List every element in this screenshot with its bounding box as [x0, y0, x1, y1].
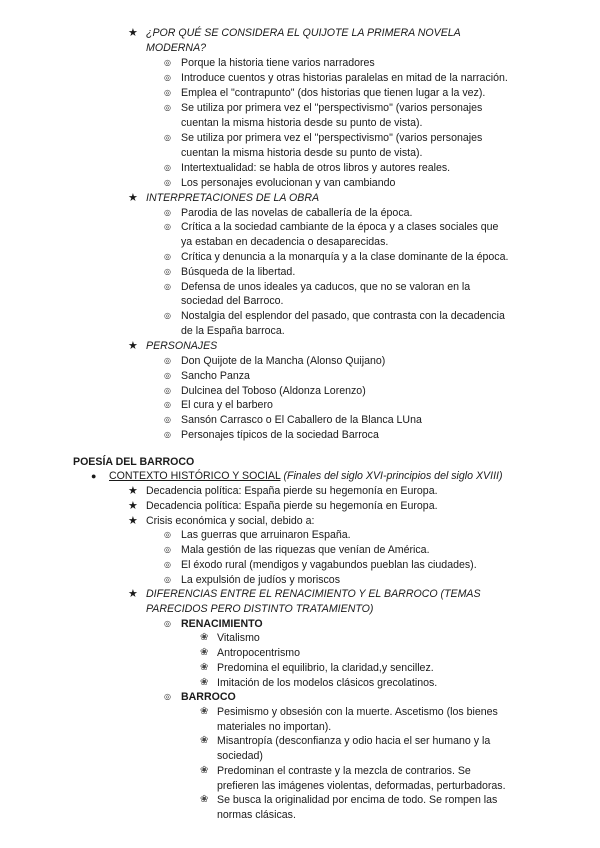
barroco-label: BARROCO	[181, 691, 236, 703]
circle-bullet-icon: ◎	[164, 575, 171, 584]
circle-bullet-icon: ◎	[164, 178, 171, 187]
context-label: CONTEXTO HISTÓRICO Y SOCIAL	[109, 470, 281, 482]
star-bullet-icon: ★	[128, 340, 138, 352]
context-note: (Finales del siglo XVI-principios del siglo XVIII)	[283, 470, 503, 482]
circle-bullet-icon: ◎	[164, 133, 171, 142]
circle-bullet-icon: ◎	[164, 430, 171, 439]
character-item: Sancho Panza	[181, 370, 250, 382]
circle-bullet-icon: ◎	[164, 386, 171, 395]
interpretation-item: Búsqueda de la libertad.	[181, 266, 296, 278]
context-item: Crisis económica y social, debido a:	[146, 515, 315, 527]
reason-item: Los personajes evolucionan y van cambiando	[181, 177, 396, 189]
star-bullet-icon: ★	[128, 192, 138, 204]
interpretation-item: Nostalgia del esplendor del pasado, que contrasta con la decadencia	[181, 310, 505, 322]
context-item: Decadencia política: España pierde su hegemonía en Europa.	[146, 500, 438, 512]
reason-item: Porque la historia tiene varios narradores	[181, 57, 375, 69]
flower-bullet-icon: ❀	[200, 735, 209, 746]
character-item: Dulcinea del Toboso (Aldonza Lorenzo)	[181, 385, 366, 397]
reason-item: Se utiliza por primera vez el "perspectivismo" (varios personajes	[181, 132, 483, 144]
circle-bullet-icon: ◎	[164, 400, 171, 409]
star-bullet-icon: ★	[128, 515, 138, 527]
reason-item: Se utiliza por primera vez el "perspectivismo" (varios personajes	[181, 102, 483, 114]
barroco-item: Misantropía (desconfianza y odio hacia el ser humano y la	[217, 735, 491, 747]
circle-bullet-icon: ◎	[164, 530, 171, 539]
flower-bullet-icon: ❀	[200, 632, 209, 643]
differences-line-2: PARECIDOS PERO DISTINTO TRATAMIENTO)	[146, 603, 374, 615]
star-bullet-icon: ★	[128, 485, 138, 497]
circle-bullet-icon: ◎	[164, 371, 171, 380]
flower-bullet-icon: ❀	[200, 765, 209, 776]
differences-line-1: DIFERENCIAS ENTRE EL RENACIMIENTO Y EL BARROCO (TEMAS	[146, 588, 481, 600]
circle-bullet-icon: ◎	[164, 267, 171, 276]
reason-item: Introduce cuentos y otras historias paralelas en mitad de la narración.	[181, 72, 508, 84]
context-item: Decadencia política: España pierde su hegemonía en Europa.	[146, 485, 438, 497]
circle-bullet-icon: ◎	[164, 356, 171, 365]
interpretation-item-cont: de la España barroca.	[181, 325, 285, 337]
section-heading: POESÍA DEL BARROCO	[73, 456, 195, 468]
circle-bullet-icon: ◎	[164, 252, 171, 261]
flower-bullet-icon: ❀	[200, 647, 209, 658]
circle-bullet-icon: ◎	[164, 88, 171, 97]
reason-item-cont: cuentan la misma historia desde su punto de vista).	[181, 147, 423, 159]
circle-bullet-icon: ◎	[164, 415, 171, 424]
circle-bullet-icon: ◎	[164, 103, 171, 112]
crisis-item: Las guerras que arruinaron España.	[181, 529, 351, 541]
interpretation-item: Crítica y denuncia a la monarquía y a la clase dominante de la época.	[181, 251, 509, 263]
barroco-item: Predominan el contraste y la mezcla de contrarios. Se	[217, 765, 471, 777]
interpretation-item-cont: ya estaban en decadencia o desaparecidas.	[181, 236, 389, 248]
context-line	[109, 469, 502, 484]
character-item: Don Quijote de la Mancha (Alonso Quijano)	[181, 355, 386, 367]
interpretation-item: Crítica a la sociedad cambiante de la época y a clases sociales que	[181, 221, 499, 233]
circle-bullet-icon: ◎	[164, 222, 171, 231]
characters-title: PERSONAJES	[146, 340, 218, 352]
circle-bullet-icon: ◎	[164, 619, 171, 628]
barroco-item-cont: prefieren las imágenes violentas, deformadas, perturbadoras.	[217, 780, 506, 792]
crisis-item: El éxodo rural (mendigos y vagabundos pueblan las ciudades).	[181, 559, 477, 571]
dot-bullet-icon: ●	[91, 471, 97, 481]
circle-bullet-icon: ◎	[164, 545, 171, 554]
renacimiento-item: Predomina el equilibrio, la claridad,y sencillez.	[217, 662, 434, 674]
character-item: Sansón Carrasco o El Caballero de la Blanca LUna	[181, 414, 422, 426]
reason-item: Emplea el "contrapunto" (dos historias que tienen lugar a la vez).	[181, 87, 486, 99]
character-item: El cura y el barbero	[181, 399, 273, 411]
interpretation-item: Defensa de unos ideales ya caducos, que no se valoran en la	[181, 281, 471, 293]
interpretations-title: INTERPRETACIONES DE LA OBRA	[146, 192, 320, 204]
interpretation-item-cont: sociedad del Barroco.	[181, 295, 284, 307]
renacimiento-item: Vitalismo	[217, 632, 260, 644]
quijote-question-line-2: MODERNA?	[146, 42, 207, 54]
star-bullet-icon: ★	[128, 588, 138, 600]
star-bullet-icon: ★	[128, 27, 138, 39]
renacimiento-label: RENACIMIENTO	[181, 618, 263, 630]
reason-item: Intertextualidad: se habla de otros libros y autores reales.	[181, 162, 451, 174]
renacimiento-item: Antropocentrismo	[217, 647, 301, 659]
barroco-item-cont: normas clásicas.	[217, 809, 296, 821]
interpretation-item: Parodia de las novelas de caballería de la época.	[181, 207, 413, 219]
renacimiento-item: Imitación de los modelos clásicos grecolatinos.	[217, 677, 438, 689]
barroco-item-cont: materiales no importan).	[217, 721, 332, 733]
circle-bullet-icon: ◎	[164, 58, 171, 67]
crisis-item: Mala gestión de las riquezas que venían de América.	[181, 544, 430, 556]
reason-item-cont: cuentan la misma historia desde su punto de vista).	[181, 117, 423, 129]
circle-bullet-icon: ◎	[164, 692, 171, 701]
flower-bullet-icon: ❀	[200, 706, 209, 717]
circle-bullet-icon: ◎	[164, 73, 171, 82]
crisis-item: La expulsión de judíos y moriscos	[181, 574, 340, 586]
circle-bullet-icon: ◎	[164, 560, 171, 569]
circle-bullet-icon: ◎	[164, 282, 171, 291]
flower-bullet-icon: ❀	[200, 677, 209, 688]
quijote-question-line-1: ¿POR QUÉ SE CONSIDERA EL QUIJOTE LA PRIMERA NOVELA	[146, 27, 461, 39]
flower-bullet-icon: ❀	[200, 794, 209, 805]
circle-bullet-icon: ◎	[164, 163, 171, 172]
barroco-item: Se busca la originalidad por encima de todo. Se rompen las	[217, 794, 498, 806]
circle-bullet-icon: ◎	[164, 311, 171, 320]
star-bullet-icon: ★	[128, 500, 138, 512]
flower-bullet-icon: ❀	[200, 662, 209, 673]
circle-bullet-icon: ◎	[164, 208, 171, 217]
barroco-item-cont: sociedad)	[217, 750, 263, 762]
character-item: Personajes típicos de la sociedad Barroca	[181, 429, 379, 441]
barroco-item: Pesimismo y obsesión con la muerte. Ascetismo (los bienes	[217, 706, 498, 718]
